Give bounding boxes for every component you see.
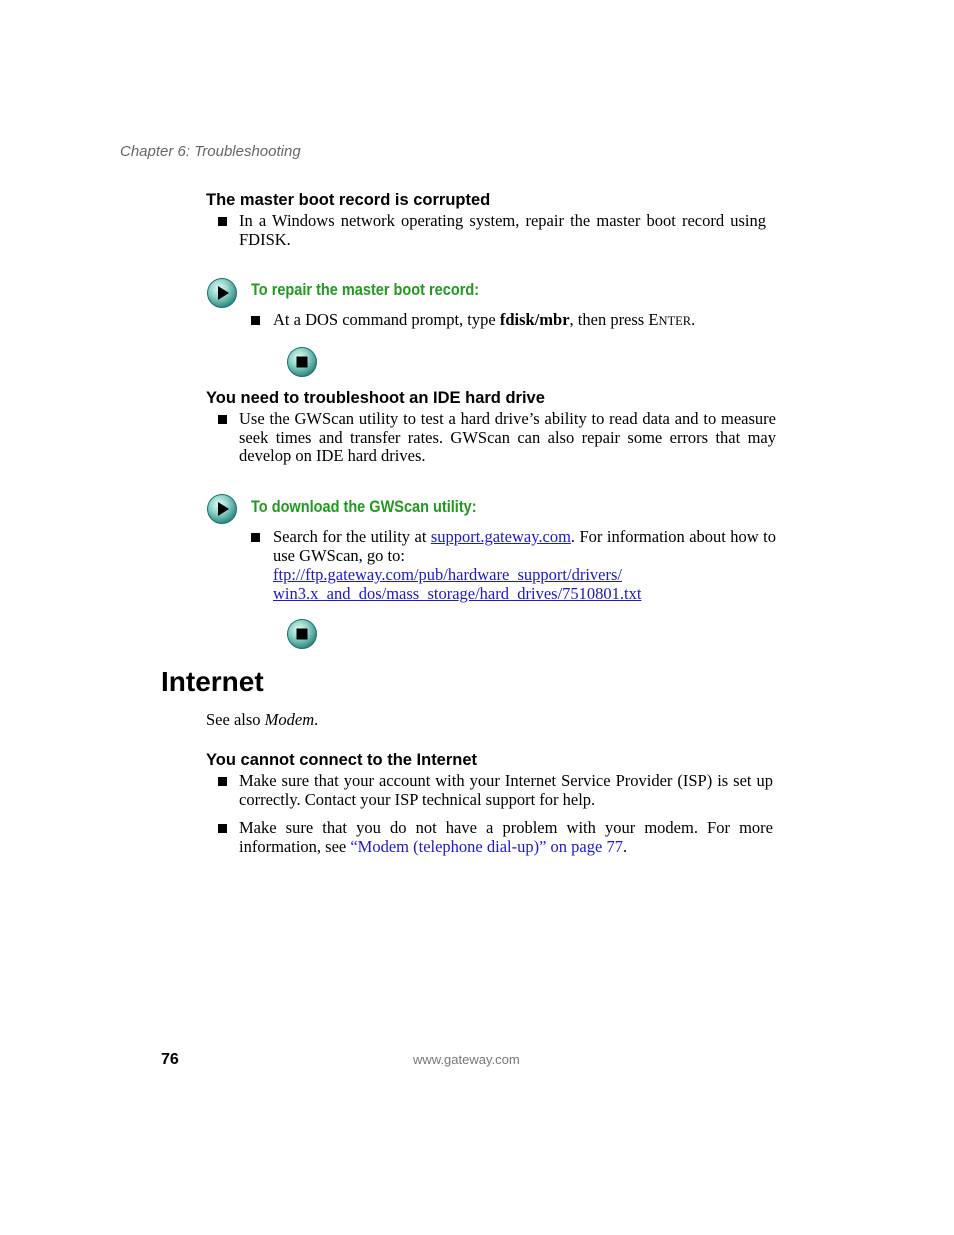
- ftp-link-line1[interactable]: ftp://ftp.gateway.com/pub/hardware_support/drivers/: [273, 565, 622, 584]
- gwscan-step: Search for the utility at support.gateway.com. For information about how to use GWScan, go to:: [273, 527, 777, 565]
- page-number: 76: [161, 1051, 179, 1068]
- mbr-bullet-text: In a Windows network operating system, repair the master boot record using FDISK.: [239, 211, 766, 249]
- command-fdisk: fdisk/mbr: [499, 310, 570, 329]
- repair-procedure-title: To repair the master boot record:: [251, 281, 480, 299]
- procedure-stop-icon: [286, 346, 318, 378]
- modem-xref-link[interactable]: “Modem (telephone dial-up)” on page 77: [350, 836, 623, 856]
- bullet-icon: [218, 824, 227, 833]
- internet-bullet-2: Make sure that you do not have a problem with your modem. For more information, see “Modem (telephone dial-up)” on page 77.: [239, 818, 773, 856]
- internet-bullet-1: Make sure that your account with your Internet Service Provider (ISP) is set up correctly. Contact your ISP technical support for help.: [239, 771, 773, 809]
- bullet-icon: [218, 217, 227, 226]
- key-enter: ENTER: [648, 310, 692, 329]
- ide-bullet-text: Use the GWScan utility to test a hard drive’s ability to read data and to measure seek times and transfer rates. GWScan can also repair some errors that may develop on IDE hard drives.: [239, 409, 776, 465]
- footer-url: www.gateway.com: [413, 1052, 520, 1067]
- gwscan-procedure-title: To download the GWScan utility:: [251, 498, 477, 516]
- see-also: See also Modem.: [206, 710, 319, 729]
- procedure-stop-icon: [286, 618, 318, 650]
- ftp-link-block: [273, 566, 641, 603]
- chapter-header: Chapter 6: Troubleshooting: [120, 143, 301, 160]
- repair-step: At a DOS command prompt, type fdisk/mbr, then press ENTER.: [273, 310, 696, 329]
- bullet-icon: [218, 415, 227, 424]
- bullet-icon: [218, 777, 227, 786]
- procedure-arrow-icon: [206, 277, 238, 309]
- see-also-modem: Modem: [264, 710, 315, 729]
- mbr-heading: The master boot record is corrupted: [206, 191, 491, 209]
- support-gateway-link[interactable]: support.gateway.com: [430, 527, 571, 546]
- ftp-link-line2[interactable]: win3.x_and_dos/mass_storage/hard_drives/7510801.txt: [273, 583, 642, 603]
- ide-heading: You need to troubleshoot an IDE hard drive: [206, 389, 545, 407]
- procedure-arrow-icon: [206, 493, 238, 525]
- internet-heading: You cannot connect to the Internet: [206, 751, 478, 769]
- bullet-icon: [251, 533, 260, 542]
- bullet-icon: [251, 316, 260, 325]
- internet-title: Internet: [161, 666, 264, 697]
